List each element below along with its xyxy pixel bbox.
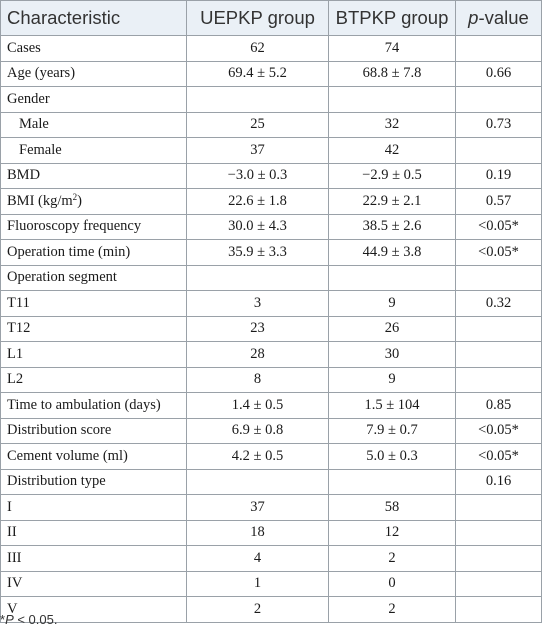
- table-row: [1, 138, 542, 164]
- uepkp-cell: 22.6 ± 1.8: [187, 189, 329, 215]
- btpkp-cell: 12: [329, 520, 456, 546]
- btpkp-cell: 1.5 ± 104: [329, 393, 456, 419]
- table-row: [1, 87, 542, 113]
- p-value-cell: 0.73: [456, 112, 542, 138]
- p-value-cell: [456, 495, 542, 521]
- table-row: [1, 367, 542, 393]
- row-label: L2: [1, 367, 187, 393]
- table-row: [1, 189, 542, 215]
- p-value-cell: 0.57: [456, 189, 542, 215]
- row-label: IV: [1, 571, 187, 597]
- p-value-cell: 0.85: [456, 393, 542, 419]
- table-row: [1, 571, 542, 597]
- row-label: Gender: [1, 87, 187, 113]
- table-row: [1, 61, 542, 87]
- row-label: [1, 189, 187, 215]
- uepkp-cell: 37: [187, 138, 329, 164]
- row-label: L1: [1, 342, 187, 368]
- row-label: Cement volume (ml): [1, 444, 187, 470]
- btpkp-cell: [329, 469, 456, 495]
- uepkp-cell: 1: [187, 571, 329, 597]
- uepkp-cell: −3.0 ± 0.3: [187, 163, 329, 189]
- p-value-cell: [456, 316, 542, 342]
- btpkp-cell: [329, 265, 456, 291]
- uepkp-cell: 23: [187, 316, 329, 342]
- table-row: [1, 316, 542, 342]
- p-value-cell: [456, 265, 542, 291]
- footnote-p-italic: P: [5, 612, 14, 627]
- row-label: Cases: [1, 36, 187, 62]
- row-label: I: [1, 495, 187, 521]
- row-label-suffix: ): [77, 192, 82, 209]
- table-row: [1, 36, 542, 62]
- btpkp-cell: 42: [329, 138, 456, 164]
- p-value-cell: 0.32: [456, 291, 542, 317]
- row-label: T12: [1, 316, 187, 342]
- p-value-cell: 0.16: [456, 469, 542, 495]
- p-value-cell: <0.05*: [456, 418, 542, 444]
- row-label: Distribution score: [1, 418, 187, 444]
- row-label: Operation time (min): [1, 240, 187, 266]
- footnote-text: < 0.05.: [13, 612, 58, 627]
- row-label-superscript: 2: [72, 191, 78, 202]
- row-label: Distribution type: [1, 469, 187, 495]
- table-row: [1, 469, 542, 495]
- row-label: Fluoroscopy frequency: [1, 214, 187, 240]
- btpkp-cell: 5.0 ± 0.3: [329, 444, 456, 470]
- table-footnote: [0, 612, 57, 627]
- row-label: BMD: [1, 163, 187, 189]
- table-row: [1, 240, 542, 266]
- btpkp-cell: 58: [329, 495, 456, 521]
- p-value-cell: <0.05*: [456, 214, 542, 240]
- uepkp-cell: 8: [187, 367, 329, 393]
- uepkp-cell: 1.4 ± 0.5: [187, 393, 329, 419]
- p-value-cell: [456, 138, 542, 164]
- uepkp-cell: 6.9 ± 0.8: [187, 418, 329, 444]
- row-label: V: [1, 597, 187, 623]
- footnote-star: *: [0, 612, 6, 627]
- table-row: [1, 444, 542, 470]
- btpkp-cell: 7.9 ± 0.7: [329, 418, 456, 444]
- row-label: II: [1, 520, 187, 546]
- table-row: [1, 163, 542, 189]
- header-p-italic: p: [468, 7, 479, 28]
- btpkp-cell: 74: [329, 36, 456, 62]
- btpkp-cell: 44.9 ± 3.8: [329, 240, 456, 266]
- uepkp-cell: 30.0 ± 4.3: [187, 214, 329, 240]
- p-value-cell: <0.05*: [456, 444, 542, 470]
- table-row: [1, 291, 542, 317]
- table-row: [1, 393, 542, 419]
- p-value-cell: 0.19: [456, 163, 542, 189]
- row-label: III: [1, 546, 187, 572]
- table-row: [1, 112, 542, 138]
- btpkp-cell: 38.5 ± 2.6: [329, 214, 456, 240]
- row-label-text: BMI (kg/m: [7, 192, 73, 209]
- btpkp-cell: −2.9 ± 0.5: [329, 163, 456, 189]
- uepkp-cell: 3: [187, 291, 329, 317]
- uepkp-cell: [187, 87, 329, 113]
- row-label: Male: [1, 112, 187, 138]
- btpkp-cell: 68.8 ± 7.8: [329, 61, 456, 87]
- uepkp-cell: [187, 469, 329, 495]
- table-row: [1, 495, 542, 521]
- table-row: [1, 265, 542, 291]
- header-characteristic: Characteristic: [1, 1, 187, 36]
- btpkp-cell: 0: [329, 571, 456, 597]
- p-value-cell: [456, 36, 542, 62]
- btpkp-cell: 9: [329, 367, 456, 393]
- row-label: Age (years): [1, 61, 187, 87]
- table-row: [1, 546, 542, 572]
- btpkp-cell: [329, 87, 456, 113]
- uepkp-cell: 2: [187, 597, 329, 623]
- p-value-cell: [456, 571, 542, 597]
- p-value-cell: [456, 342, 542, 368]
- btpkp-cell: 32: [329, 112, 456, 138]
- header-btpkp-group: BTPKP group: [329, 1, 456, 36]
- uepkp-cell: 25: [187, 112, 329, 138]
- uepkp-cell: 28: [187, 342, 329, 368]
- p-value-cell: [456, 367, 542, 393]
- btpkp-cell: 9: [329, 291, 456, 317]
- header-p-value: [456, 1, 542, 36]
- uepkp-cell: 37: [187, 495, 329, 521]
- uepkp-cell: 4.2 ± 0.5: [187, 444, 329, 470]
- uepkp-cell: 35.9 ± 3.3: [187, 240, 329, 266]
- row-label: T11: [1, 291, 187, 317]
- row-label: Operation segment: [1, 265, 187, 291]
- uepkp-cell: 62: [187, 36, 329, 62]
- table-row: [1, 597, 542, 623]
- table-row: [1, 520, 542, 546]
- btpkp-cell: 22.9 ± 2.1: [329, 189, 456, 215]
- p-value-cell: [456, 520, 542, 546]
- btpkp-cell: 30: [329, 342, 456, 368]
- uepkp-cell: 4: [187, 546, 329, 572]
- table-header-row: [1, 1, 542, 36]
- btpkp-cell: 26: [329, 316, 456, 342]
- table-row: [1, 418, 542, 444]
- btpkp-cell: 2: [329, 597, 456, 623]
- row-label: Female: [1, 138, 187, 164]
- header-uepkp-group: UEPKP group: [187, 1, 329, 36]
- btpkp-cell: 2: [329, 546, 456, 572]
- header-p-suffix: -value: [478, 7, 529, 28]
- table-row: [1, 342, 542, 368]
- p-value-cell: [456, 546, 542, 572]
- table-row: [1, 214, 542, 240]
- row-label: Time to ambulation (days): [1, 393, 187, 419]
- p-value-cell: <0.05*: [456, 240, 542, 266]
- uepkp-cell: 18: [187, 520, 329, 546]
- uepkp-cell: 69.4 ± 5.2: [187, 61, 329, 87]
- uepkp-cell: [187, 265, 329, 291]
- p-value-cell: [456, 87, 542, 113]
- p-value-cell: 0.66: [456, 61, 542, 87]
- p-value-cell: [456, 597, 542, 623]
